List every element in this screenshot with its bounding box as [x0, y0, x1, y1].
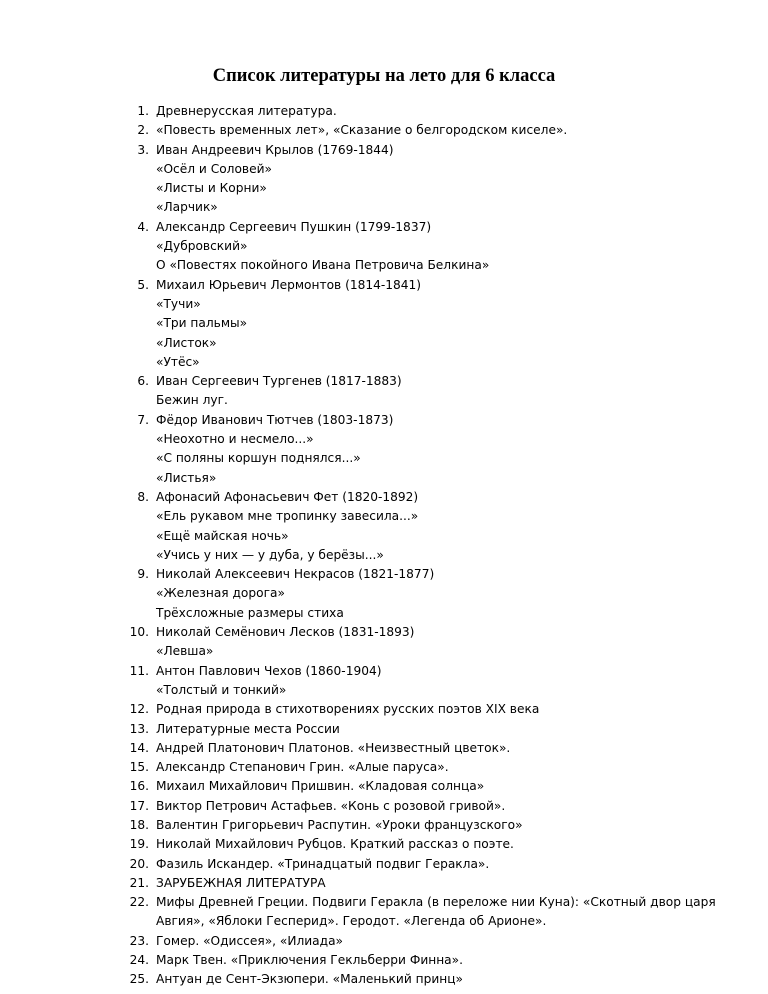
list-item-number: 6. [137, 374, 149, 389]
list-item-text: Иван Сергеевич Тургенев (1817-1883) [156, 374, 402, 389]
list-item-text: Гомер. «Одиссея», «Илиада» [156, 933, 344, 948]
list-item-number: 9. [137, 567, 149, 582]
list-item-number: 7. [137, 412, 149, 427]
list-subitem-text: «Утёс» [156, 354, 200, 369]
list-item [0, 855, 768, 874]
list-subitem [0, 546, 768, 565]
list-subitem-text: «Листок» [156, 335, 217, 350]
list-item-text: Николай Алексеевич Некрасов (1821-1877) [156, 567, 435, 582]
list-subitem-text: «Дубровский» [156, 239, 248, 254]
list-item-number: 5. [137, 277, 149, 292]
list-item [0, 816, 768, 835]
list-subitem [0, 469, 768, 488]
list-item-text: Антуан де Сент-Экзюпери. «Маленький принц» [156, 972, 463, 987]
list-item [0, 411, 768, 430]
list-item-text: ЗАРУБЕЖНАЯ ЛИТЕРАТУРА [156, 875, 326, 890]
list-item-number: 3. [137, 142, 149, 157]
list-subitem-text: «Листы и Корни» [156, 181, 267, 196]
list-item-text: Литературные места России [156, 721, 340, 736]
list-item-text: Виктор Петрович Астафьев. «Конь с розовой гривой». [156, 798, 506, 813]
list-item-text: Валентин Григорьевич Распутин. «Уроки французского» [156, 817, 523, 832]
list-item-number: 8. [137, 489, 149, 504]
list-subitem-text: «Тучи» [156, 296, 201, 311]
list-subitem-text: «Железная дорога» [156, 586, 285, 601]
list-subitem [0, 681, 768, 700]
list-item-text: Фазиль Искандер. «Тринадцатый подвиг Геракла». [156, 856, 490, 871]
literature-list [0, 102, 768, 990]
list-item-number: 1. [137, 104, 149, 118]
list-subitem-text: Авгия», «Яблоки Гесперид». Геродот. «Легенда об Арионе». [156, 914, 547, 929]
list-item-number: 16. [129, 779, 149, 794]
list-item [0, 141, 768, 160]
list-item-text: Древнерусская литература. [156, 104, 337, 118]
list-subitem-text: «Ещё майская ночь» [156, 528, 289, 543]
list-item [0, 372, 768, 391]
list-item [0, 623, 768, 642]
list-subitem [0, 642, 768, 661]
list-item-number: 13. [129, 721, 149, 736]
list-item [0, 739, 768, 758]
list-item [0, 662, 768, 681]
list-subitem [0, 179, 768, 198]
list-item-text: Афонасий Афонасьевич Фет (1820-1892) [156, 489, 419, 504]
list-subitem [0, 912, 768, 931]
list-subitem-text: «Толстый и тонкий» [156, 682, 287, 697]
list-subitem [0, 507, 768, 526]
document-title: Список литературы на лето для 6 класса [212, 66, 556, 86]
list-item-text: Николай Семёнович Лесков (1831-1893) [156, 625, 415, 640]
list-item-number: 18. [129, 817, 149, 832]
list-subitem [0, 353, 768, 372]
list-subitem-text: «Неохотно и несмело...» [156, 432, 314, 447]
list-item [0, 874, 768, 893]
list-subitem-text: «Левша» [156, 644, 214, 659]
list-subitem [0, 314, 768, 333]
list-item-number: 20. [129, 856, 149, 871]
list-item-number: 11. [129, 663, 149, 678]
list-item-number: 19. [129, 837, 149, 852]
list-subitem [0, 430, 768, 449]
list-item-text: Фёдор Иванович Тютчев (1803-1873) [156, 412, 394, 427]
list-item-text: «Повесть временных лет», «Сказание о белгородском киселе». [156, 123, 568, 138]
list-subitem [0, 449, 768, 468]
list-item [0, 835, 768, 854]
list-item [0, 488, 768, 507]
list-item-number: 10. [129, 625, 149, 640]
list-item [0, 797, 768, 816]
list-item-number: 22. [129, 895, 149, 910]
list-subitem [0, 256, 768, 275]
list-item [0, 700, 768, 719]
list-subitem-text: «Листья» [156, 470, 217, 485]
list-item-number: 15. [129, 760, 149, 775]
list-item-text: Андрей Платонович Платонов. «Неизвестный цветок». [156, 740, 511, 755]
list-item-text: Михаил Юрьевич Лермонтов (1814-1841) [156, 277, 422, 292]
list-item-text: Марк Твен. «Приключения Гекльберри Финна». [156, 953, 463, 968]
list-item [0, 720, 768, 739]
list-item-text: Антон Павлович Чехов (1860-1904) [156, 663, 382, 678]
list-item-text: Иван Андреевич Крылов (1769-1844) [156, 142, 394, 157]
list-item [0, 893, 768, 912]
list-subitem [0, 237, 768, 256]
list-subitem-text: «Три пальмы» [156, 316, 248, 331]
list-item-number: 2. [137, 123, 149, 138]
list-item-text: Родная природа в стихотворениях русских поэтов XIX века [156, 702, 540, 717]
list-subitem-text: Бежин луг. [156, 393, 228, 408]
list-item [0, 970, 768, 989]
list-subitem-text: Трёхсложные размеры стиха [156, 605, 344, 620]
list-item [0, 276, 768, 295]
list-subitem-text: О «Повестях покойного Ивана Петровича Белкина» [156, 258, 490, 273]
list-item [0, 777, 768, 796]
list-item [0, 218, 768, 237]
list-item [0, 758, 768, 777]
list-subitem-text: «Ларчик» [156, 200, 218, 215]
list-subitem-text: «Осёл и Соловей» [156, 161, 272, 176]
list-subitem [0, 604, 768, 623]
list-item-number: 4. [137, 219, 149, 234]
list-item-text: Александр Степанович Грин. «Алые паруса». [156, 760, 449, 775]
list-item-text: Николай Михайлович Рубцов. Краткий рассказ о поэте. [156, 837, 514, 852]
list-subitem [0, 334, 768, 353]
list-subitem [0, 198, 768, 217]
list-item-text: Александр Сергеевич Пушкин (1799-1837) [156, 219, 432, 234]
list-item-number: 21. [129, 875, 149, 890]
list-item-number: 17. [129, 798, 149, 813]
list-item [0, 102, 768, 121]
list-item [0, 951, 768, 970]
list-subitem-text: «С поляны коршун поднялся...» [156, 451, 361, 466]
list-item-number: 14. [129, 740, 149, 755]
list-item-number: 24. [129, 953, 149, 968]
list-subitem-text: «Ель рукавом мне тропинку завесила...» [156, 509, 419, 524]
list-subitem [0, 160, 768, 179]
list-subitem-text: «Учись у них — у дуба, у берёзы...» [156, 547, 384, 562]
list-item-number: 23. [129, 933, 149, 948]
list-item [0, 121, 768, 140]
list-subitem [0, 295, 768, 314]
list-item-number: 25. [129, 972, 149, 987]
list-item-text: Мифы Древней Греции. Подвиги Геракла (в переложе нии Куна): «Скотный двор царя [156, 895, 716, 910]
list-item [0, 932, 768, 951]
list-subitem [0, 584, 768, 603]
list-item-text: Михаил Михайлович Пришвин. «Кладовая солнца» [156, 779, 485, 794]
list-subitem [0, 527, 768, 546]
list-item-number: 12. [129, 702, 149, 717]
list-item [0, 565, 768, 584]
list-subitem [0, 391, 768, 410]
